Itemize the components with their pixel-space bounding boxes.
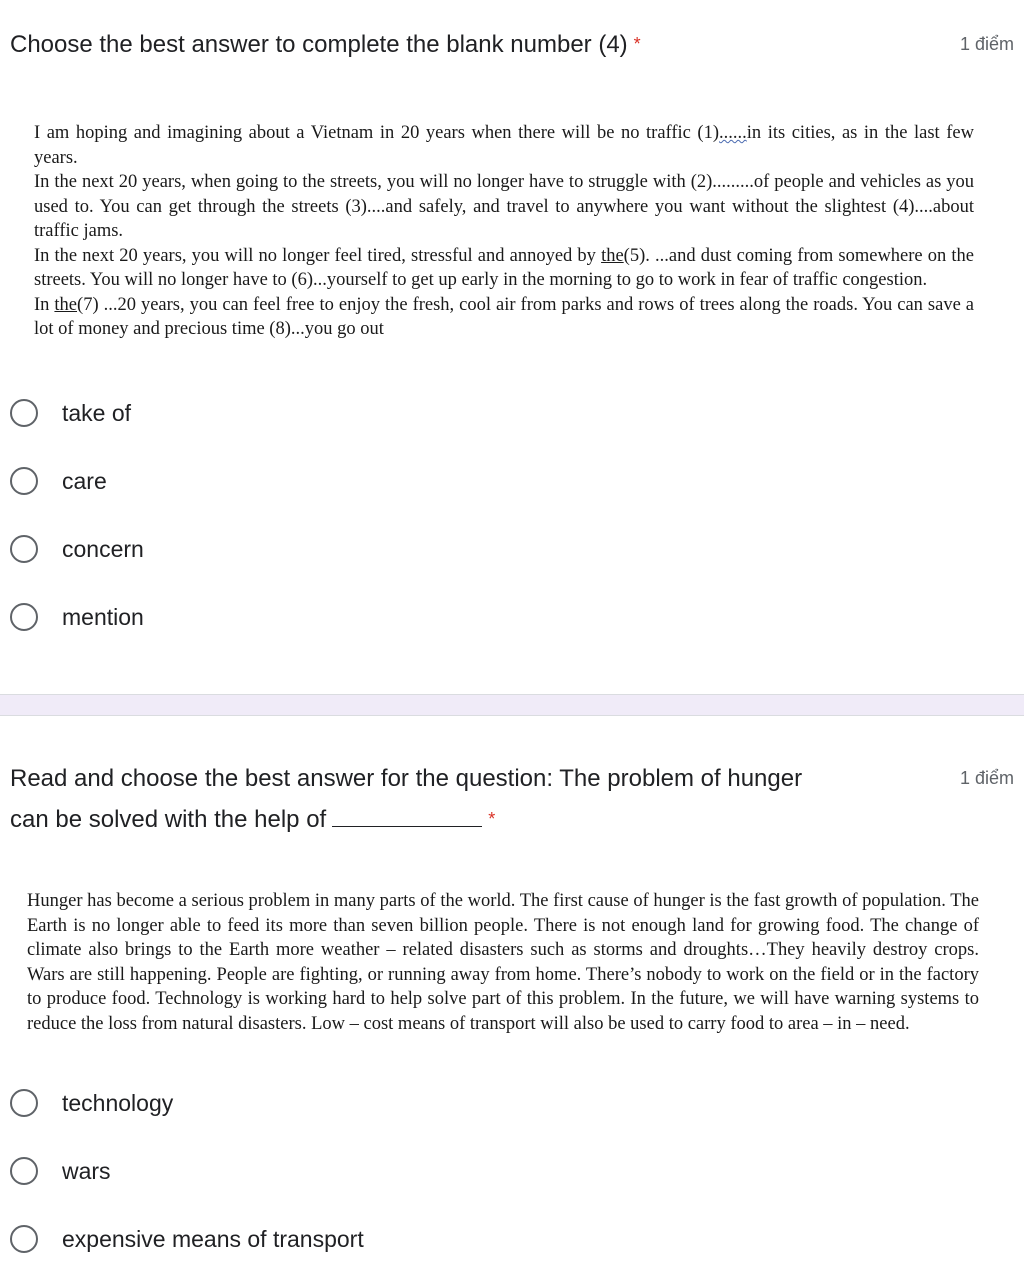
- option-label: expensive means of transport: [62, 1225, 364, 1252]
- radio-option-take-of[interactable]: [10, 393, 131, 433]
- question-2-passage-image: [27, 889, 979, 1036]
- required-asterisk: *: [488, 809, 496, 829]
- option-label: care: [62, 467, 107, 494]
- radio-option-expensive-means-of-transport[interactable]: [10, 1219, 364, 1259]
- radio-button[interactable]: [10, 1157, 38, 1185]
- section-divider: [0, 694, 1024, 716]
- radio-option-mention[interactable]: [10, 597, 144, 637]
- question-2-title-line-1: Read and choose the best answer for the question: The problem of hunger: [10, 765, 803, 792]
- question-2-title: [10, 758, 940, 840]
- passage-paragraph: In the next 20 years, when going to the streets, you will no longer have to struggle with (2).........of people and vehicles as you used to. You can get through the streets (3)....and safely, and travel to anywhere you want without the slightest (4)....about traffic jams.: [34, 172, 974, 241]
- passage-paragraph: In the(7) ...20 years, you can feel free to enjoy the fresh, cool air from parks and rows of trees along the roads. You can save a lot of money and precious time (8)...you go out: [34, 294, 975, 339]
- radio-option-concern[interactable]: [10, 529, 144, 569]
- option-label: concern: [62, 535, 144, 562]
- radio-option-technology[interactable]: [10, 1083, 173, 1123]
- radio-button[interactable]: [10, 1089, 38, 1117]
- question-1-title-text: Choose the best answer to complete the blank number (4): [10, 31, 628, 58]
- question-1-points: 1 điểm: [959, 34, 1014, 54]
- question-1-passage-image: [34, 121, 974, 342]
- radio-button[interactable]: [10, 399, 38, 427]
- question-2-points: 1 điểm: [959, 768, 1014, 788]
- answer-blank: [332, 804, 482, 827]
- option-label: take of: [62, 399, 132, 426]
- radio-button[interactable]: [10, 467, 38, 495]
- radio-option-wars[interactable]: [10, 1151, 111, 1191]
- radio-button[interactable]: [10, 1225, 38, 1253]
- passage-paragraph: Hunger has become a serious problem in many parts of the world. The first cause of hunger is the fast growth of population. The Earth is no longer able to feed its more than seven billion people. There is not enough land for growing food. The change of climate also brings to the Earth more weather – related disasters such as storms and droughts…They heavily destroy crops. Wars are still happening. People are fighting, or running away from home. There’s nobody to work on the field or in the factory to produce food. Technology is working hard to help solve part of this problem. In the future, we will have warning systems to reduce the loss from natural disasters. Low – cost means of transport will also be used to carry food to area – in – need.: [27, 891, 979, 1034]
- question-2-title-line-2: can be solved with the help of *: [10, 806, 496, 833]
- option-label: technology: [62, 1089, 174, 1116]
- radio-button[interactable]: [10, 535, 38, 563]
- radio-option-care[interactable]: [10, 461, 107, 501]
- passage-paragraph: In the next 20 years, you will no longer feel tired, stressful and annoyed by the(5). ...and dust coming from somewhere on the streets. You will no longer have to (6)...yourself to get up early in the morning to go to work in fear of traffic congestion.: [34, 245, 975, 290]
- required-asterisk: *: [633, 34, 641, 54]
- passage-paragraph: I am hoping and imagining about a Vietnam in 20 years when there will be no traffic (1)......in its cities, as in the last few years.: [34, 123, 974, 168]
- question-1-title: [10, 24, 641, 65]
- option-label: wars: [62, 1157, 111, 1184]
- radio-button[interactable]: [10, 603, 38, 631]
- option-label: mention: [62, 603, 144, 630]
